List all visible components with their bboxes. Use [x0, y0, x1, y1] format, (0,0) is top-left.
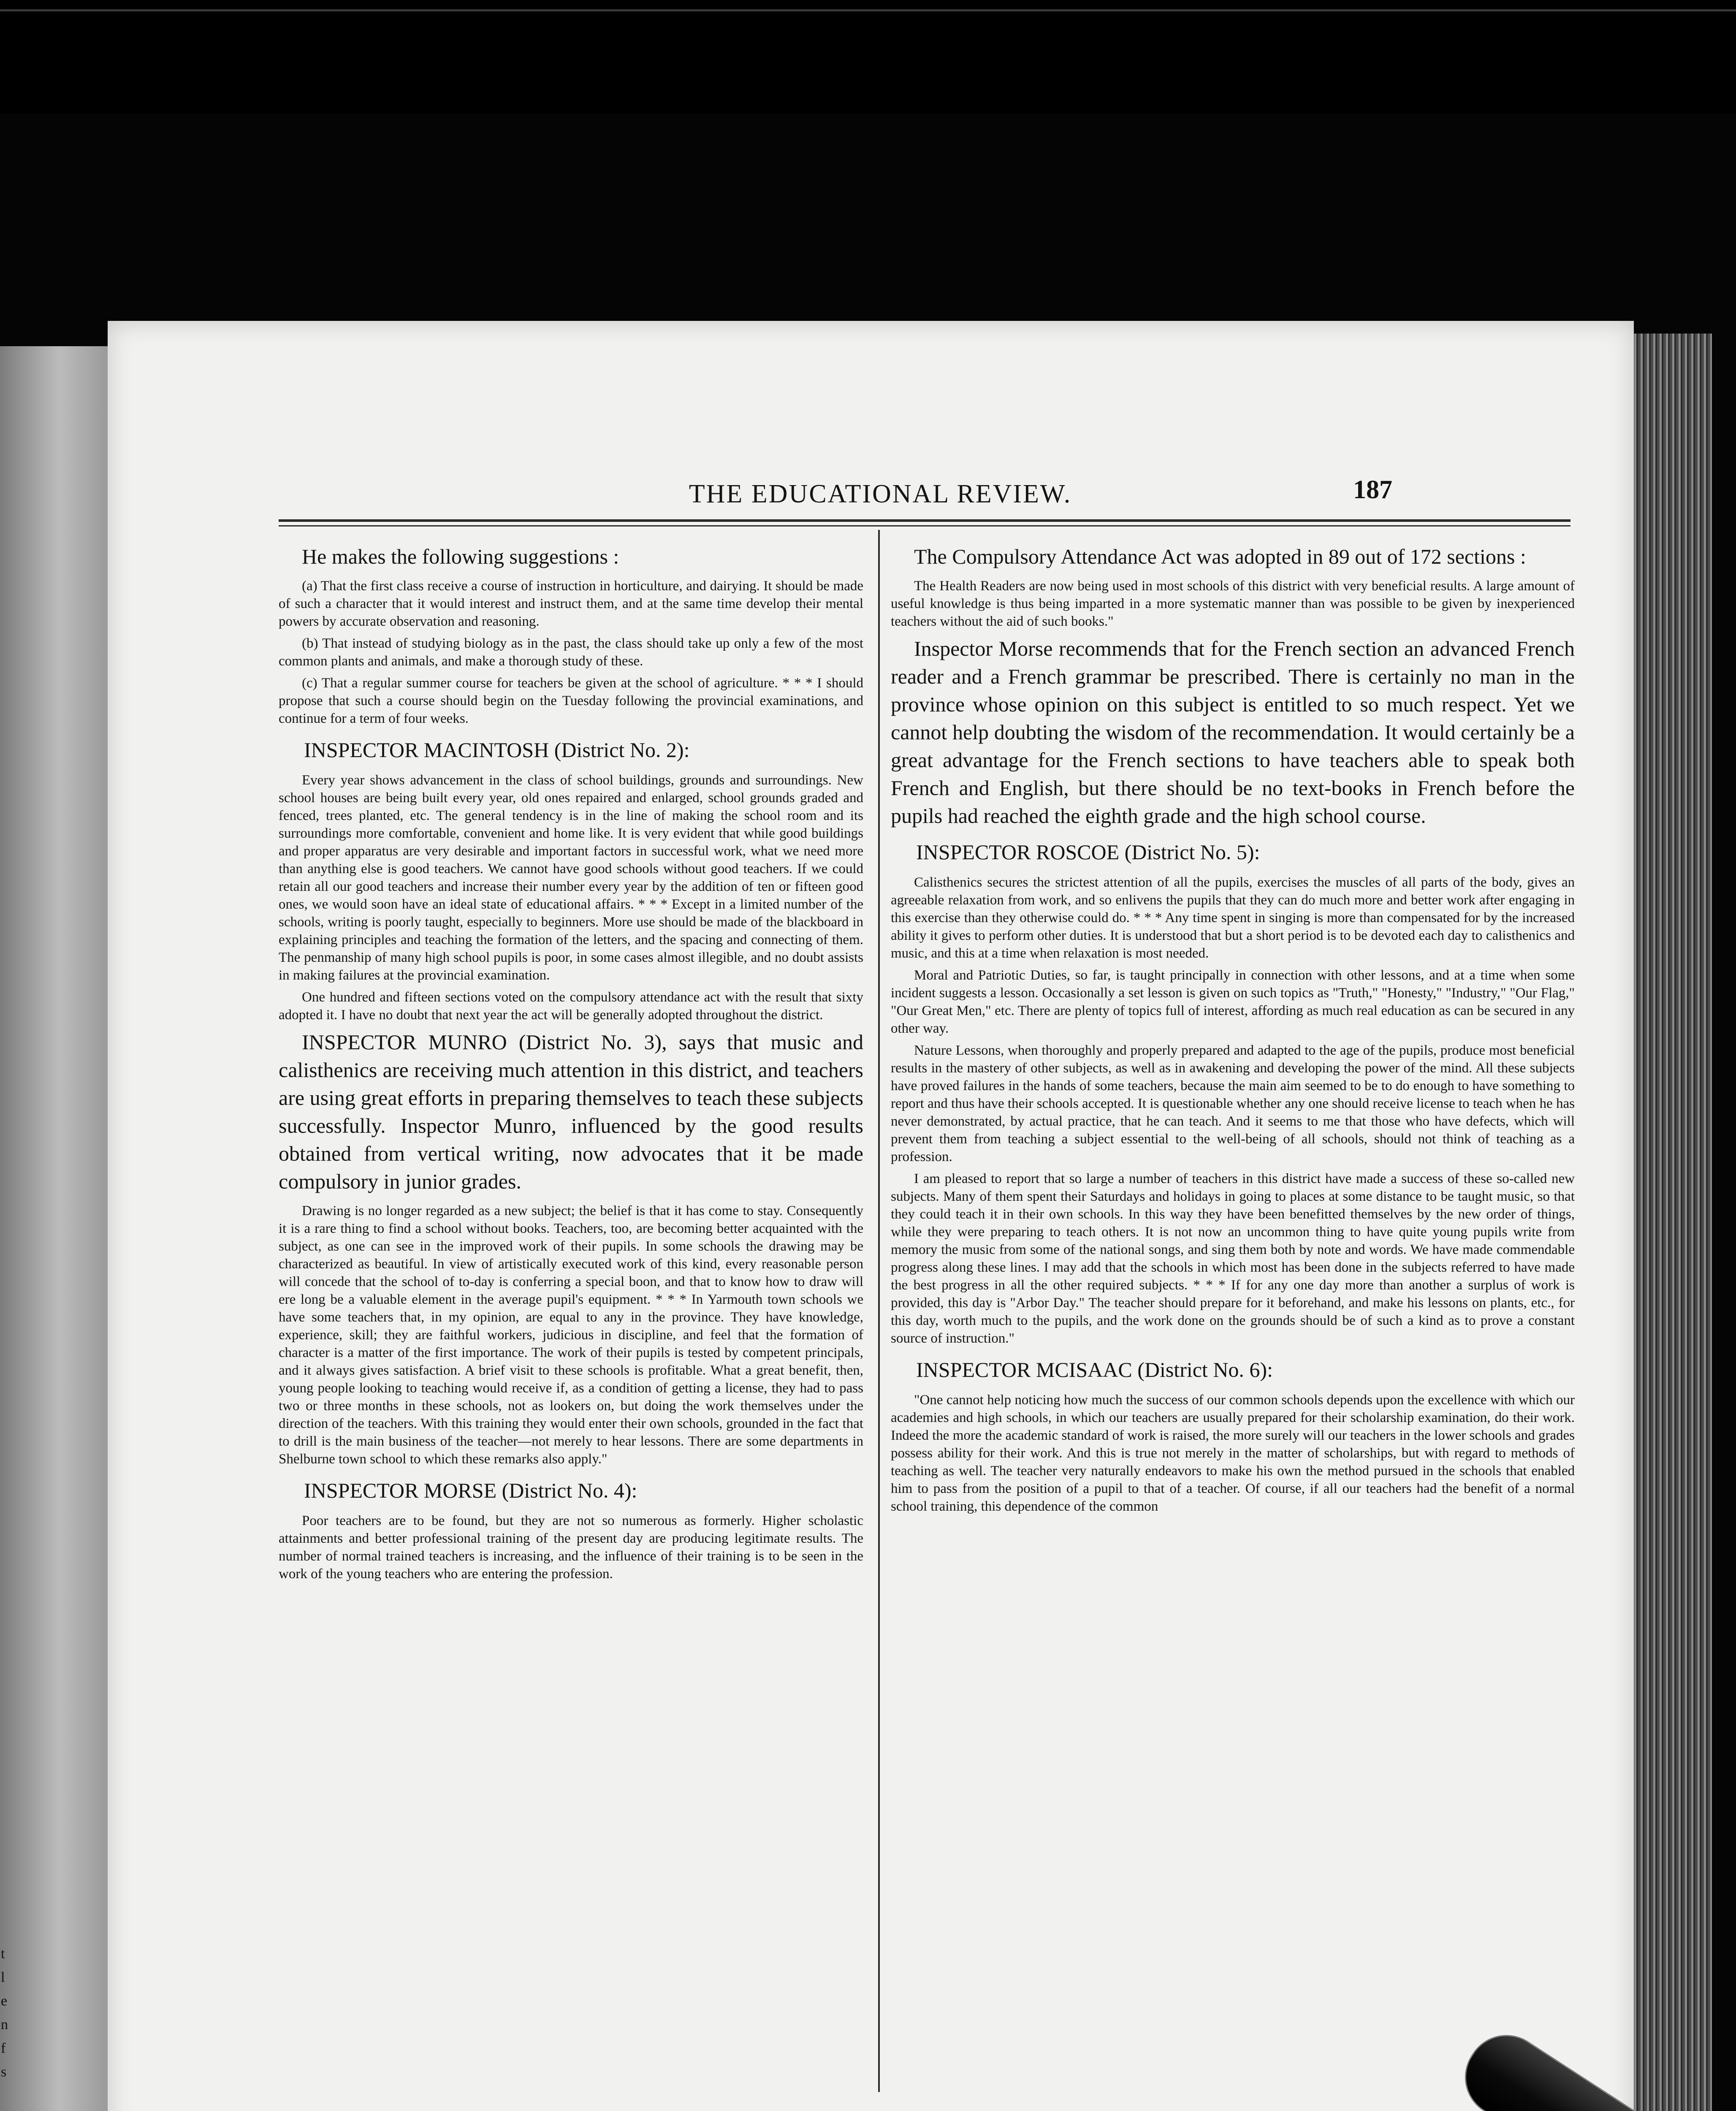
paragraph: The Health Readers are now being used in most schools of this district with very beneficial results. A large amount of useful knowledge is thus being imparted in a more systematic manner than was possible to be given by inexperienced teachers without the aid of such books.": [891, 578, 1575, 629]
section-heading: INSPECTOR MCISAAC (District No. 6):: [916, 1358, 1273, 1381]
section-heading: INSPECTOR ROSCOE (District No. 5):: [916, 840, 1260, 864]
running-header-title: THE EDUCATIONAL REVIEW.: [689, 480, 1072, 508]
paragraph: INSPECTOR MUNRO (District No. 3), says that music and calisthenics are receiving much attention in this district, and teachers are using great efforts in preparing themselves to teach these subjects successfully. Inspector Munro, influenced by the good results obtained from vertical writing, now advocates that it be made compulsory in junior grades.: [279, 1030, 863, 1193]
paragraph: One hundred and fifteen sections voted on the compulsory attendance act with the result that sixty adopted it. I have no doubt that next year the act will be generally adopted throughout the district.: [279, 990, 863, 1023]
paragraph: (a) That the first class receive a course of instruction in horticulture, and dairying. It should be made of such a character that it would interest and instruct them, and at the same time develop their mental powers by accurate observation and reasoning.: [279, 578, 863, 629]
left-page-edge-text: [1, 1942, 14, 2084]
section-heading: INSPECTOR MORSE (District No. 4):: [304, 1479, 637, 1502]
paragraph: The Compulsory Attendance Act was adopted in 89 out of 172 sections :: [914, 545, 1526, 568]
paragraph: Moral and Patriotic Duties, so far, is taught principally in connection with other lessons, and at a time when some incident suggests a lesson. Occasionally a set lesson is given on such topics as "Truth," "Honesty," "Industry," "Our Flag," "Our Great Men," etc. There are plenty of topics full of interest, affording as much real education as can be secured in any other way.: [891, 968, 1575, 1036]
section-heading: INSPECTOR MACINTOSH (District No. 2):: [304, 738, 690, 762]
paragraph: Poor teachers are to be found, but they are not so numerous as formerly. Higher scholastic attainments and better professional training of the present day are producing legitimate results. The number of normal trained teachers is increasing, and the influence of their training is to be seen in the work of the young teachers who are entering the profession.: [279, 1513, 863, 1582]
paragraph: Drawing is no longer regarded as a new subject; the belief is that it has come to stay. Consequently it is a rare thing to find a school without books. Teachers, too, are becoming better acquainted with the subject, as one can see in the improved work of their pupils. In some schools the drawing may be characterized as beautiful. In view of artistically executed work of this kind, every reasonable person will concede that the school of to-day is conferring a special boon, and that to know how to draw will ere long be a valuable element in the average pupil's equipment. * * * In Yarmouth town schools we have some teachers that, in my opinion, are equal to any in the province. They have knowledge, experience, skill; they are faithful workers, judicious in discipline, and feel that the formation of character is a matter of the first importance. The work of their pupils is tested by competent principals, and it always gives satisfaction. A brief visit to these schools is profitable. What a great benefit, then, young people looking to teaching would receive if, as a condition of getting a license, they had to pass two or three months in these schools, not as lookers on, but doing the work themselves under the direction of the teachers. With this training they would enter their own schools, grounded in the fact that to drill is the main business of the teacher—not merely to hear lessons. There are some departments in Shelburne town school to which these remarks also apply.": [279, 1203, 863, 1467]
edge-letter: t: [1, 1946, 5, 1962]
film-top-band: [0, 0, 1736, 114]
paragraph: (c) That a regular summer course for teachers be given at the school of agriculture. * * * I should propose that such a course should begin on the Tuesday following the provincial examinations, and continue for a term of four weeks.: [279, 676, 863, 726]
edge-letter: l: [1, 1970, 5, 1985]
paragraph: Every year shows advancement in the class of school buildings, grounds and surroundings. New school houses are being built every year, old ones repaired and enlarged, school grounds graded and fenced, trees planted, etc. The general tendency is in the line of making the school room and its surroundings more comfortable, convenient and home like. It is very evident that while good buildings and proper apparatus are very desirable and important factors in successful work, what we need more than anything else is good teachers. We cannot have good schools without good teachers. If we could retain all our good teachers and increase their number every year by the addition of ten or fifteen good ones, we would soon have an ideal state of educational affairs. * * * Except in a limited number of the schools, writing is poorly taught, especially to beginners. More use should be made of the blackboard in explaining principles and teaching the formation of the letters, and the spacing and connecting of them. The penmanship of many high school pupils is poor, in some cases almost illegible, and no doubt assists in making failures at the provincial examination.: [279, 773, 863, 983]
document-page: [108, 321, 1634, 2111]
right-column: [891, 543, 1575, 1519]
paragraph: Inspector Morse recommends that for the French section an advanced French reader and a French grammar be prescribed. There is certainly no man in the province whose opinion on this subject is entitled to so much respect. Yet we cannot help doubting the wisdom of the recommendation. It would certainly be a great advantage for the French sections to have teachers able to speak both French and English, but there should be no text-books in French before the pupils had reached the eighth grade and the high school course.: [891, 637, 1575, 828]
paragraph: Nature Lessons, when thoroughly and properly prepared and adapted to the age of the pupils, produce most beneficial results in the mastery of other subjects, as well as in awakening and developing the power of the mind. All these subjects have proved failures in the hands of some teachers, because the main aim seemed to be to do enough to have something to report and thus have their schools accepted. It is questionable whether any one should receive license to teach when he has never demonstrated, by actual practice, that he can teach. And it seems to me that those who have defects, which will prevent them from teaching a subject essential to the well-being of all schools, should not think of teaching as a profession.: [891, 1043, 1575, 1164]
edge-letter: f: [1, 2040, 6, 2056]
page-stack-edge: [1632, 334, 1712, 2111]
header-rule: [279, 519, 1571, 522]
edge-letter: s: [1, 2064, 7, 2080]
column-divider: [878, 530, 880, 2092]
edge-letter: n: [1, 2017, 8, 2032]
edge-letter: e: [1, 1993, 8, 2009]
paragraph: I am pleased to report that so large a number of teachers in this district have made a success of these so-called new subjects. Many of them spent their Saturdays and holidays in going to places at some distance to be taught music, so that they could teach it in their own schools. In this way they have been benefitted themselves by the new order of things, while they were preparing to teach others. It is not now an uncommon thing to have quite young pupils write from memory the music from some of the national songs, and sing them both by note and words. We have made commendable progress along these lines. I may add that the schools in which most has been done in the subjects referred to have made the best progress in all the other required subjects. * * * If for any one day more than another a surplus of work is provided, this day is "Arbor Day." The teacher should prepare for it beforehand, and make his lessons on plants, etc., for this day, worth much to the pupils, and the work done on the grounds should be of such a kind as to prove a constant source of instruction.": [891, 1171, 1575, 1346]
paragraph: (b) That instead of studying biology as in the past, the class should take up only a few of the most common plants and animals, and make a thorough study of these.: [279, 636, 863, 669]
paragraph: Calisthenics secures the strictest attention of all the pupils, exercises the muscles of all parts of the body, gives an agreeable relaxation from work, and so enlivens the pupils that they can do much more and better work after engaging in this exercise than they otherwise could do. * * * Any time spent in singing is more than compensated for by the increased ability it gives to perform other duties. It is understood that but a short period is to be devoted each day to calisthenics and music, and this at a time when relaxation is most needed.: [891, 875, 1575, 961]
film-edge-line: [0, 9, 1736, 11]
page-number: 187: [1353, 475, 1392, 504]
paragraph: "One cannot help noticing how much the success of our common schools depends upon the excellence with which our academies and high schools, in which our teachers are usually prepared for their scholarship examination, do their work. Indeed the more the academic standard of work is raised, the more surely will our teachers in the lower schools and grades possess ability for their work. And this is true not merely in the matter of scholarships, but with regard to methods of teaching as well. The teacher very naturally endeavors to make his own the method pursued in the schools that enabled him to pass from the position of a pupil to that of a teacher. Of course, if all our teachers had the benefit of a normal school training, this dependence of the common: [891, 1392, 1575, 1514]
left-column: [279, 543, 863, 1587]
header-rule-thin: [279, 525, 1571, 526]
paragraph: He makes the following suggestions :: [302, 545, 619, 568]
left-facing-page: [0, 346, 108, 2111]
